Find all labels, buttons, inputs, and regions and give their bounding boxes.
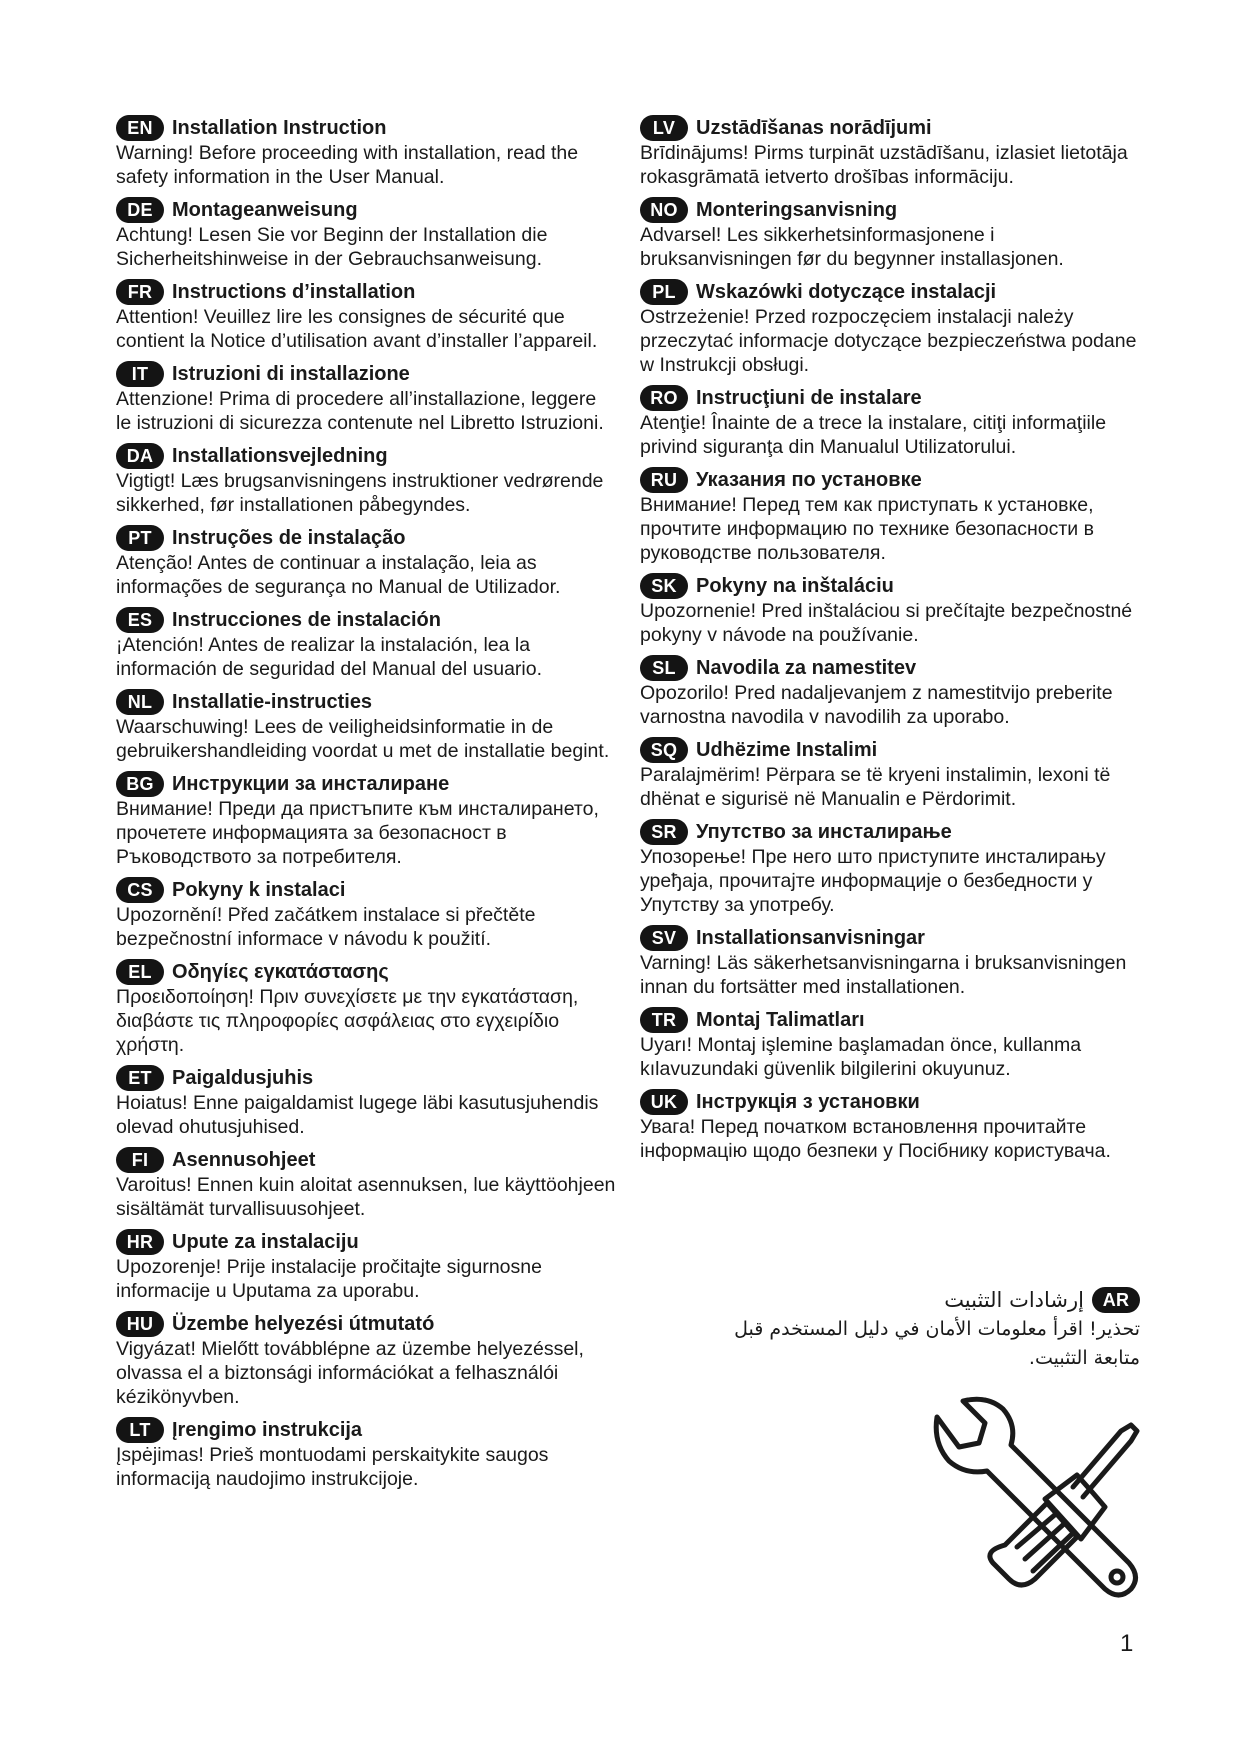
section-sv (640, 924, 1140, 999)
wrench-and-screwdriver-icon (925, 1395, 1155, 1625)
section-title: Installatie-instructies (172, 691, 373, 713)
section-lv (640, 114, 1140, 189)
section-el (116, 958, 616, 1057)
section-body: Upozorenje! Prije instalacije pročitajte sigurnosne informacije u Uputama za uporabu. (116, 1256, 542, 1302)
section-body: ¡Atención! Antes de realizar la instalación, lea la información de seguridad del Manual del usuario. (116, 634, 543, 680)
section-title: Istruzioni di installazione (172, 363, 410, 385)
language-badge: PT (116, 525, 164, 551)
language-badge: ES (116, 607, 164, 633)
section-body: Varoitus! Ennen kuin aloitat asennuksen, lue käyttöohjeen sisältämät turvallisuusohjeet. (116, 1174, 616, 1220)
section-body: Opozorilo! Pred nadaljevanjem z namestitvijo preberite varnostna navodila v navodilih za uporabo. (640, 682, 1113, 728)
left-column (116, 114, 616, 1491)
section-body: Внимание! Перед тем как приступать к установке, прочтите информацию по технике безопасности в руководстве пользователя. (640, 494, 1094, 564)
language-badge: EN (116, 115, 164, 141)
section-body: Увага! Перед початком встановлення прочитайте інформацію щодо безпеки у Посібнику користувача. (640, 1116, 1111, 1162)
section-title: Montaj Talimatları (696, 1009, 865, 1031)
section-cs (116, 876, 616, 951)
language-badge: NO (640, 197, 688, 223)
section-body: Achtung! Lesen Sie vor Beginn der Installation die Sicherheitshinweise in der Gebrauchsanweisung. (116, 224, 548, 270)
language-badge: IT (116, 361, 164, 387)
section-sq (640, 736, 1140, 811)
section-body: Waarschuwing! Lees de veiligheidsinformatie in de gebruikershandleiding voordat u met de installatie begint. (116, 716, 610, 762)
section-body: Attention! Veuillez lire les consignes de sécurité que contient la Notice d’utilisation avant d’installer l’appareil. (116, 306, 598, 352)
section-ro (640, 384, 1140, 459)
section-title: Упутство за инсталирање (696, 821, 952, 843)
section-body: Atenção! Antes de continuar a instalação, leia as informações de segurança no Manual de Utilizador. (116, 552, 561, 598)
section-sr (640, 818, 1140, 917)
section-body: Advarsel! Les sikkerhetsinformasjonene i bruksanvisningen før du begynner installasjonen. (640, 224, 1064, 270)
language-badge: HU (116, 1311, 164, 1337)
language-badge: AR (1092, 1287, 1140, 1313)
language-badge: DE (116, 197, 164, 223)
section-body: Atenţie! Înainte de a trece la instalare, citiţi informaţiile privind siguranţa din Manualul Utilizatorului. (640, 412, 1107, 458)
section-body: Upozornenie! Pred inštaláciou si prečítajte bezpečnostné pokyny v návode na používanie. (640, 600, 1133, 646)
language-badge: LT (116, 1417, 164, 1443)
section-lt (116, 1416, 616, 1491)
section-fi (116, 1146, 616, 1221)
section-title: Instrucciones de instalación (172, 609, 441, 631)
section-body: Внимание! Преди да пристъпите към инсталирането, прочетете информацията за безопасност в Ръководството за потребителя. (116, 798, 599, 868)
section-title: Installationsvejledning (172, 445, 388, 467)
right-column (640, 114, 1140, 1163)
section-title: Instrucţiuni de instalare (696, 387, 922, 409)
language-badge: EL (116, 959, 164, 985)
section-title: Navodila za namestitev (696, 657, 917, 679)
section-ru (640, 466, 1140, 565)
section-title: Instruções de instalação (172, 527, 406, 549)
section-title: Įrengimo instrukcija (172, 1419, 363, 1441)
section-sl (640, 654, 1140, 729)
section-body: Paralajmërim! Përpara se të kryeni instalimin, lexoni të dhënat e sigurisë në Manualin e Përdorimit. (640, 764, 1111, 810)
section-body: Įspėjimas! Prieš montuodami perskaitykite saugos informaciją naudojimo instrukcijoje. (116, 1444, 549, 1490)
section-nl (116, 688, 616, 763)
language-badge: SK (640, 573, 688, 599)
language-badge: RO (640, 385, 688, 411)
section-title: Pokyny k instalaci (172, 879, 346, 901)
section-en (116, 114, 616, 189)
section-pt (116, 524, 616, 599)
section-title: Upute za instalaciju (172, 1231, 359, 1253)
page-number: 1 (1120, 1630, 1134, 1657)
section-title: Указания по установке (696, 469, 922, 491)
language-badge: SV (640, 925, 688, 951)
section-body: Uyarı! Montaj işlemine başlamadan önce, kullanma kılavuzundaki güvenlik bilgilerini okuyunuz. (640, 1034, 1082, 1080)
section-title: Instructions d’installation (172, 281, 416, 303)
section-title: Udhëzime Instalimi (696, 739, 878, 761)
section-body: Упозорење! Пре него што приступите инсталирању уређаја, прочитајте информације о безбедности у Упутству за употребу. (640, 846, 1106, 916)
section-body: Brīdinājums! Pirms turpināt uzstādīšanu, izlasiet lietotāja rokasgrāmatā ietverto drošības informāciju. (640, 142, 1128, 188)
section-es (116, 606, 616, 681)
section-body: Attenzione! Prima di procedere all’installazione, leggere le istruzioni di sicurezza contenute nel Libretto Istruzioni. (116, 388, 604, 434)
section-it (116, 360, 616, 435)
section-title: Інструкція з установки (696, 1091, 920, 1113)
language-badge: SL (640, 655, 688, 681)
section-et (116, 1064, 616, 1139)
section-title: Installation Instruction (172, 117, 387, 139)
language-badge: SQ (640, 737, 688, 763)
section-body: Warning! Before proceeding with installation, read the safety information in the User Manual. (116, 142, 579, 188)
section-da (116, 442, 616, 517)
language-badge: UK (640, 1089, 688, 1115)
section-title: Installationsanvisningar (696, 927, 925, 949)
language-badge: DA (116, 443, 164, 469)
section-uk (640, 1088, 1140, 1163)
section-body: Vigyázat! Mielőtt továbblépne az üzembe helyezéssel, olvassa el a biztonsági információkat a felhasználói kézikönyvben. (116, 1338, 584, 1408)
section-title: Pokyny na inštaláciu (696, 575, 894, 597)
section-body: Προειδοποίηση! Πριν συνεχίσετε με την εγκατάσταση, διαβάστε τις πληροφορίες ασφάλειας στο εγχειρίδιο χρήστη. (116, 986, 579, 1056)
language-badge: CS (116, 877, 164, 903)
section-title: Üzembe helyezési útmutató (172, 1313, 435, 1335)
section-pl (640, 278, 1140, 377)
section-body: تحذير! اقرأ معلومات الأمان في دليل المستخدم قبل متابعة التثبيت. (734, 1318, 1140, 1369)
language-badge: RU (640, 467, 688, 493)
section-ar (700, 1285, 1140, 1373)
section-title: إرشادات التثبيت (944, 1288, 1084, 1312)
language-badge: ET (116, 1065, 164, 1091)
section-hr (116, 1228, 616, 1303)
section-de (116, 196, 616, 271)
section-title: Monteringsanvisning (696, 199, 898, 221)
section-bg (116, 770, 616, 869)
section-title: Οδηγίες εγκατάστασης (172, 961, 389, 983)
language-badge: HR (116, 1229, 164, 1255)
section-no (640, 196, 1140, 271)
section-title: Paigaldusjuhis (172, 1067, 314, 1089)
language-badge: FI (116, 1147, 164, 1173)
language-badge: PL (640, 279, 688, 305)
section-body: Upozornění! Před začátkem instalace si přečtěte bezpečnostní informace v návodu k použití. (116, 904, 536, 950)
language-badge: NL (116, 689, 164, 715)
section-title: Uzstādīšanas norādījumi (696, 117, 932, 139)
section-body: Varning! Läs säkerhetsanvisningarna i bruksanvisningen innan du fortsätter med installationen. (640, 952, 1127, 998)
section-body: Ostrzeżenie! Przed rozpoczęciem instalacji należy przeczytać informacje dotyczące bezpieczeństwa podane w Instrukcji obsługi. (640, 306, 1137, 376)
language-badge: TR (640, 1007, 688, 1033)
language-badge: BG (116, 771, 164, 797)
language-badge: SR (640, 819, 688, 845)
section-body: Vigtigt! Læs brugsanvisningens instruktioner vedrørende sikkerhed, før installationen påbegyndes. (116, 470, 604, 516)
language-badge: LV (640, 115, 688, 141)
section-title: Wskazówki dotyczące instalacji (696, 281, 997, 303)
section-title: Asennusohjeet (172, 1149, 316, 1171)
section-body: Hoiatus! Enne paigaldamist lugege läbi kasutusjuhendis olevad ohutusjuhised. (116, 1092, 599, 1138)
section-sk (640, 572, 1140, 647)
section-title: Montageanweisung (172, 199, 358, 221)
language-badge: FR (116, 279, 164, 305)
section-tr (640, 1006, 1140, 1081)
section-hu (116, 1310, 616, 1409)
section-title: Инструкции за инсталиране (172, 773, 450, 795)
section-fr (116, 278, 616, 353)
